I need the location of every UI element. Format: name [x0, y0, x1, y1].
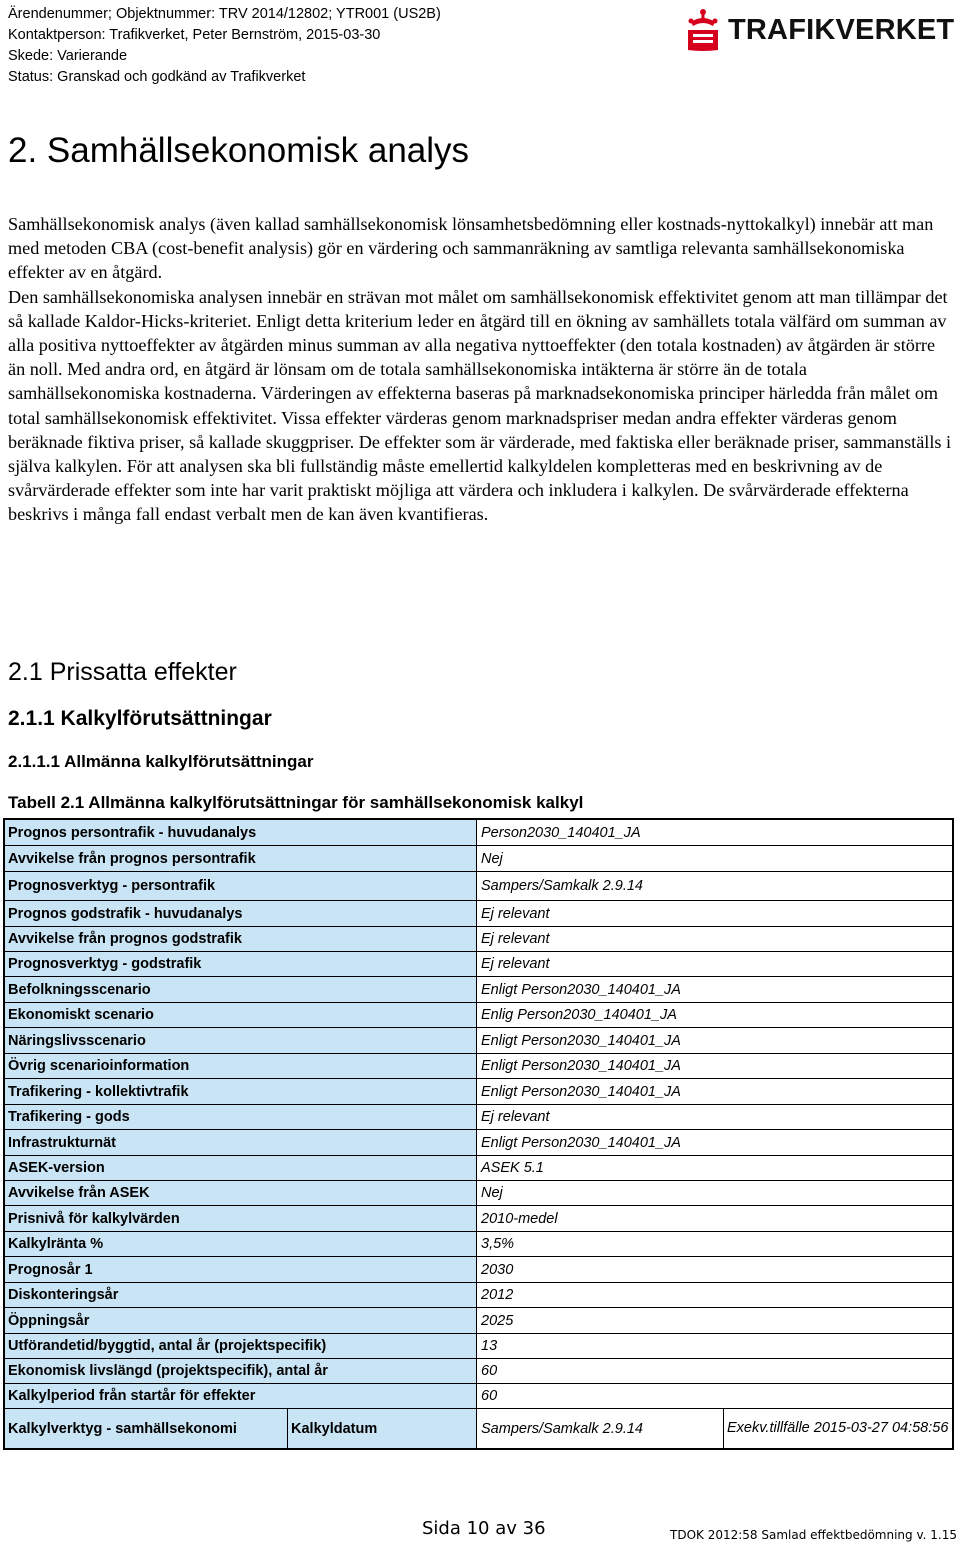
row-value: Exekv.tillfälle 2015-03-27 04:58:56 — [727, 1420, 949, 1436]
row-value: Enlig Person2030_140401_JA — [477, 1003, 952, 1028]
row-value: 60 — [477, 1384, 952, 1409]
row-label: Ekonomisk livslängd (projektspecifik), antal år — [5, 1359, 477, 1384]
table-row — [5, 1206, 952, 1232]
table-row — [5, 1028, 952, 1054]
row-value: Enligt Person2030_140401_JA — [477, 1054, 952, 1079]
table-row — [5, 820, 952, 846]
table-row — [5, 1257, 952, 1283]
table-row — [5, 901, 952, 927]
table-caption: Tabell 2.1 Allmänna kalkylförutsättningar för samhällsekonomisk kalkyl — [8, 793, 584, 812]
row-label: Prognosår 1 — [5, 1257, 477, 1283]
row-label: Avvikelse från prognos persontrafik — [5, 846, 477, 872]
assumptions-table — [3, 818, 954, 1450]
row-value: Ej relevant — [477, 927, 952, 952]
paragraph: Den samhällsekonomiska analysen innebär en strävan mot målet om samhällsekonomisk effektivitet genom att man tillämpar det så kallade Kaldor-Hicks-kriteriet. Enligt detta kriterium leder en åtgärd till en ökning av samhällets totala välfärd om summan av alla positiva nyttoeffekter av åtgärden minus summan av alla negativa nyttoeffekter (den totala kostnaden) av åtgärden är större än noll. Med andra ord, en åtgärd är lönsam om de totala samhällsekonomiska intäkterna är större än de totala samhällsekonomiska kostnaderna. Värderingen av effekterna baseras på marknadsekonomiska principer härledda från målet om total samhällsekonomisk effektivitet. Vissa effekter värderas genom marknadspriser medan andra effekter värderas genom beräknade fiktiva priser, så kallade skuggpriser. De effekter som är värderade, med faktiska eller beräknade priser, sammanställs i själva kalkylen. För att analysen ska bli fullständig måste emellertid kalkyldelen kompletteras med en beskrivning av de svårvärderade effekter som inte har varit praktiskt möjliga att värdera och inkludera i kalkylen. De svårvärderade effekterna beskrivs i många fall endast verbalt men de kan även kvantifieras. — [8, 286, 952, 525]
row-value: 13 — [477, 1334, 952, 1359]
row-value: Sampers/Samkalk 2.9.14 — [477, 1409, 724, 1448]
row-label: Prognosverktyg - persontrafik — [5, 872, 477, 901]
subsection-title: 2.1.1 Kalkylförutsättningar — [8, 707, 272, 730]
header-line: Kontaktperson: Trafikverket, Peter Bernström, 2015-03-30 — [8, 27, 381, 43]
table-row — [5, 1156, 952, 1181]
row-value: Ej relevant — [477, 901, 952, 927]
row-label: Prognos persontrafik - huvudanalys — [5, 820, 477, 846]
table-row — [5, 1359, 952, 1384]
row-label: Prognos godstrafik - huvudanalys — [5, 901, 477, 927]
row-label: Prisnivå för kalkylvärden — [5, 1206, 477, 1232]
row-label: Avvikelse från prognos godstrafik — [5, 927, 477, 952]
row-value: Ej relevant — [477, 952, 952, 977]
crown-icon — [683, 8, 723, 52]
row-label: Diskonteringsår — [5, 1283, 477, 1308]
row-value: Nej — [477, 1181, 952, 1206]
row-label: Öppningsår — [5, 1308, 477, 1334]
table-row — [5, 952, 952, 977]
row-value: Nej — [477, 846, 952, 872]
row-label: Näringslivsscenario — [5, 1028, 477, 1054]
row-value: ASEK 5.1 — [477, 1156, 952, 1181]
table-row — [5, 872, 952, 901]
row-value: Enligt Person2030_140401_JA — [477, 1079, 952, 1105]
table-row — [5, 1409, 952, 1448]
row-label: Kalkylperiod från startår för effekter — [5, 1384, 477, 1409]
table-row — [5, 1384, 952, 1409]
row-label: Befolkningsscenario — [5, 977, 477, 1003]
table-row — [5, 846, 952, 872]
table-row — [5, 1308, 952, 1334]
row-value: 60 — [477, 1359, 952, 1384]
row-label: Prognosverktyg - godstrafik — [5, 952, 477, 977]
table-row — [5, 1054, 952, 1079]
table-row — [5, 1334, 952, 1359]
row-label: Utförandetid/byggtid, antal år (projektspecifik) — [5, 1334, 477, 1359]
subsection-title: 2.1.1.1 Allmänna kalkylförutsättningar — [8, 752, 314, 771]
row-label: Kalkylverktyg - samhällsekonomi — [5, 1409, 288, 1448]
row-value: 2030 — [477, 1257, 952, 1283]
row-value: 3,5% — [477, 1232, 952, 1257]
table-row — [5, 1003, 952, 1028]
row-value: Sampers/Samkalk 2.9.14 — [477, 872, 952, 901]
header-line: Skede: Varierande — [8, 48, 128, 64]
header-line: Status: Granskad och godkänd av Trafikverket — [8, 69, 306, 85]
page-number: Sida 10 av 36 — [422, 1518, 546, 1539]
page-title: 2. Samhällsekonomisk analys — [8, 131, 470, 170]
table-row — [5, 1130, 952, 1156]
table-row — [5, 1079, 952, 1105]
table-row — [5, 1105, 952, 1130]
row-value: Enligt Person2030_140401_JA — [477, 977, 952, 1003]
row-value: Enligt Person2030_140401_JA — [477, 1130, 952, 1156]
table-row — [5, 927, 952, 952]
row-label: Trafikering - kollektivtrafik — [5, 1079, 477, 1105]
table-row — [5, 1181, 952, 1206]
row-label: Övrig scenarioinformation — [5, 1054, 477, 1079]
row-value: Person2030_140401_JA — [477, 820, 952, 846]
row-label: Trafikering - gods — [5, 1105, 477, 1130]
section-body — [8, 212, 953, 527]
row-label: Kalkyldatum — [288, 1409, 477, 1448]
table-row — [5, 977, 952, 1003]
paragraph: Samhällsekonomisk analys (även kallad samhällsekonomisk lönsamhetsbedömning eller kostnads-nyttokalkyl) innebär att man med metoden CBA (cost-benefit analysis) gör en värdering och sammanräkning av samtliga relevanta samhällsekonomiska effekter av en åtgärd. — [8, 214, 934, 283]
row-value: Ej relevant — [477, 1105, 952, 1130]
trafikverket-logo — [683, 8, 955, 56]
header-line: Ärendenummer; Objektnummer: TRV 2014/12802; YTR001 (US2B) — [8, 6, 441, 22]
row-value: 2025 — [477, 1308, 952, 1334]
row-label: Ekonomiskt scenario — [5, 1003, 477, 1028]
document-id: TDOK 2012:58 Samlad effektbedömning v. 1.15 — [670, 1528, 957, 1542]
logo-wordmark: TRAFIKVERKET — [728, 14, 955, 46]
table-row — [5, 1283, 952, 1308]
row-value: 2010-medel — [477, 1206, 952, 1232]
row-label: Infrastrukturnät — [5, 1130, 477, 1156]
row-label: ASEK-version — [5, 1156, 477, 1181]
row-label: Avvikelse från ASEK — [5, 1181, 477, 1206]
row-value: Enligt Person2030_140401_JA — [477, 1028, 952, 1054]
document-header — [8, 4, 441, 88]
subsection-title: 2.1 Prissatta effekter — [8, 658, 237, 686]
row-value: 2012 — [477, 1283, 952, 1308]
table-row — [5, 1232, 952, 1257]
row-label: Kalkylränta % — [5, 1232, 477, 1257]
